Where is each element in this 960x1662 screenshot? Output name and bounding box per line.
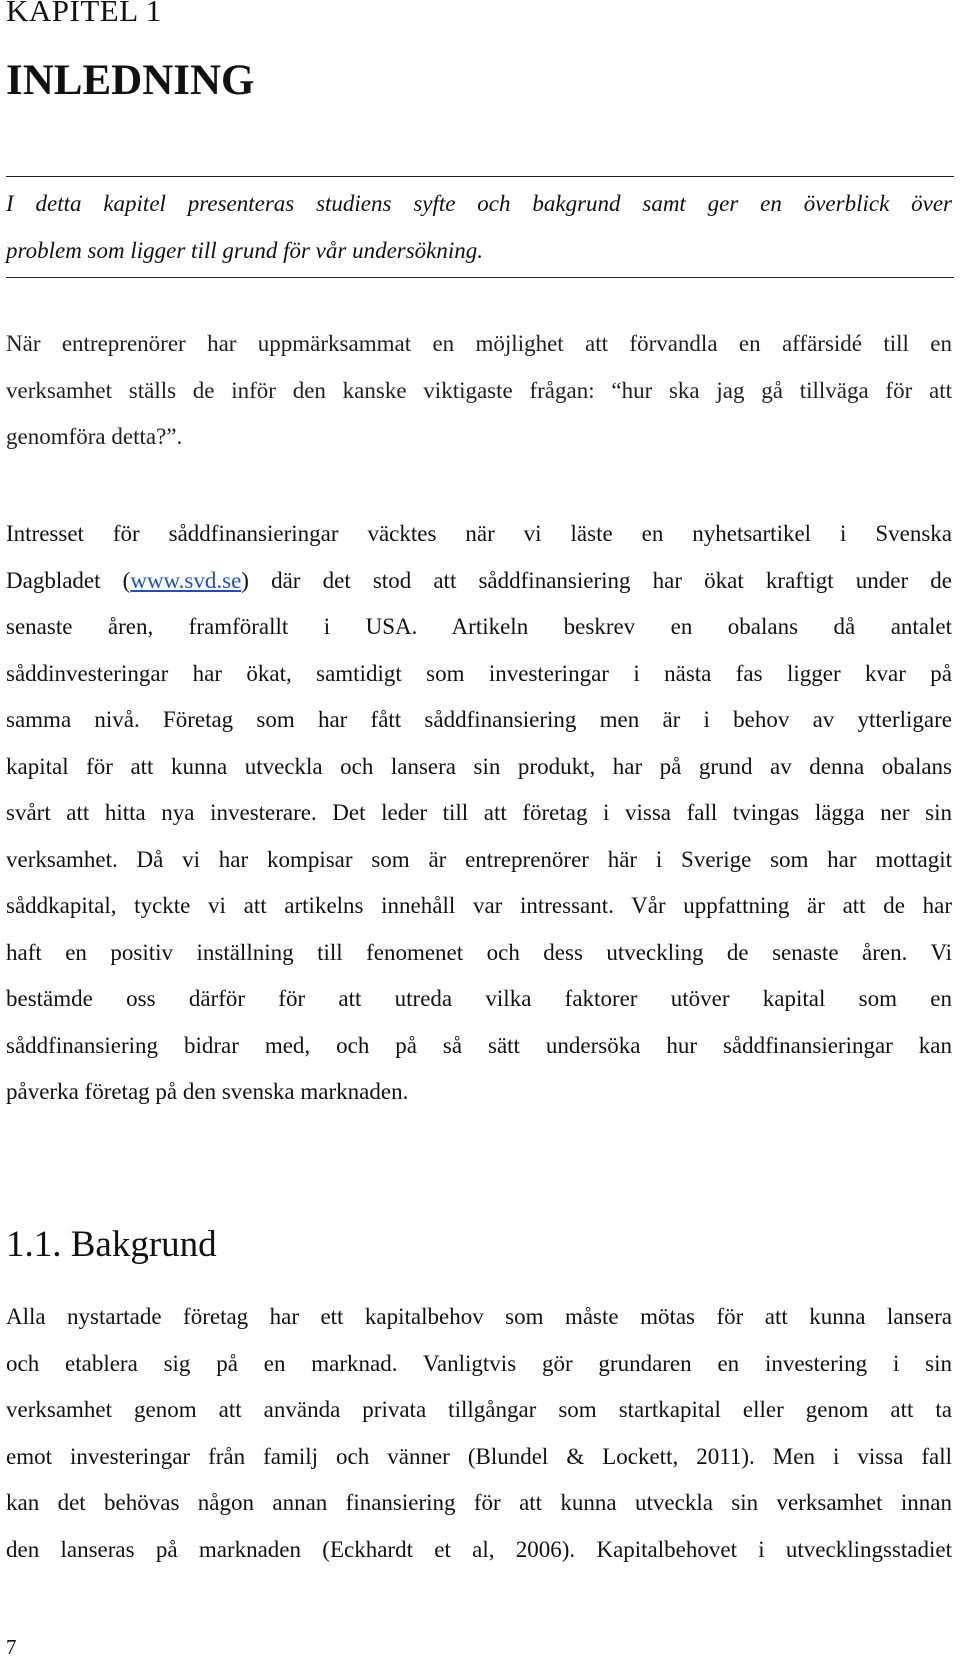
text-line: haft en positiv inställning till fenomenet och dess utveckling de senaste åren. Vi — [6, 939, 952, 965]
text-line: såddinvesteringar har ökat, samtidigt som investeringar i nästa fas ligger kvar på — [6, 660, 952, 686]
text-line: Intresset för såddfinansieringar väcktes när vi läste en nyhetsartikel i Svenska — [6, 521, 952, 546]
intro-line: I detta kapitel presenteras studiens syfte och bakgrund samt ger en överblick över — [6, 191, 952, 216]
text-fragment: ) där det stod att såddfinansiering har ökat kraftigt under de — [241, 567, 952, 593]
text-fragment: Dagbladet ( — [6, 567, 131, 593]
chapter-intro — [6, 180, 952, 274]
intro-top-rule — [6, 176, 954, 177]
text-line: samma nivå. Företag som har fått såddfinansiering men är i behov av ytterligare — [6, 707, 952, 732]
text-line: kan det behövas någon annan finansiering för att kunna utveckla sin verksamhet innan — [6, 1490, 952, 1515]
section-heading: 1.1. Bakgrund — [6, 1224, 217, 1265]
chapter-label: KAPITEL 1 — [6, 0, 162, 28]
text-line — [6, 558, 952, 605]
text-line: bestämde oss därför för att utreda vilka faktorer utöver kapital som en — [6, 986, 952, 1011]
text-line: kapital för att kunna utveckla och lansera sin produkt, har på grund av denna obalans — [6, 753, 952, 779]
intro-line: problem som ligger till grund för vår undersökning. — [6, 238, 484, 263]
text-line: såddfinansiering bidrar med, och på så sätt undersöka hur såddfinansieringar kan — [6, 1032, 952, 1058]
paragraph-2 — [6, 511, 952, 1116]
paragraph-3 — [6, 1294, 952, 1573]
text-line: Alla nystartade företag har ett kapitalbehov som måste mötas för att kunna lansera — [6, 1304, 952, 1329]
text-line: När entreprenörer har uppmärksammat en möjlighet att förvandla en affärsidé till en — [6, 331, 952, 356]
text-line: verksamhet. Då vi har kompisar som är entreprenörer här i Sverige som har mottagit — [6, 846, 952, 872]
text-line: såddkapital, tyckte vi att artikelns innehåll var intressant. Vår uppfattning är att de har — [6, 893, 952, 918]
page-number: 7 — [6, 1635, 17, 1659]
text-line: verksamhet ställs de inför den kanske viktigaste frågan: “hur ska jag gå tillväga för att — [6, 377, 952, 403]
text-line: svårt att hitta nya investerare. Det leder till att företag i vissa fall tvingas lägga ner sin — [6, 800, 952, 825]
text-line: emot investeringar från familj och vänner (Blundel & Lockett, 2011). Men i vissa fall — [6, 1443, 952, 1469]
chapter-title: INLEDNING — [6, 57, 255, 104]
paragraph-1 — [6, 321, 952, 461]
text-line: genomföra detta?”. — [6, 424, 183, 449]
intro-bottom-rule — [6, 277, 954, 278]
text-line: den lanseras på marknaden (Eckhardt et al, 2006). Kapitalbehovet i utvecklingsstadiet — [6, 1536, 952, 1562]
text-line: påverka företag på den svenska marknaden. — [6, 1079, 409, 1104]
svd-link[interactable]: www.svd.se — [130, 567, 242, 593]
text-line: senaste åren, framförallt i USA. Artikeln beskrev en obalans då antalet — [6, 614, 952, 639]
text-line: verksamhet genom att använda privata tillgångar som startkapital eller genom att ta — [6, 1397, 952, 1422]
text-line: och etablera sig på en marknad. Vanligtvis gör grundaren en investering i sin — [6, 1350, 952, 1376]
